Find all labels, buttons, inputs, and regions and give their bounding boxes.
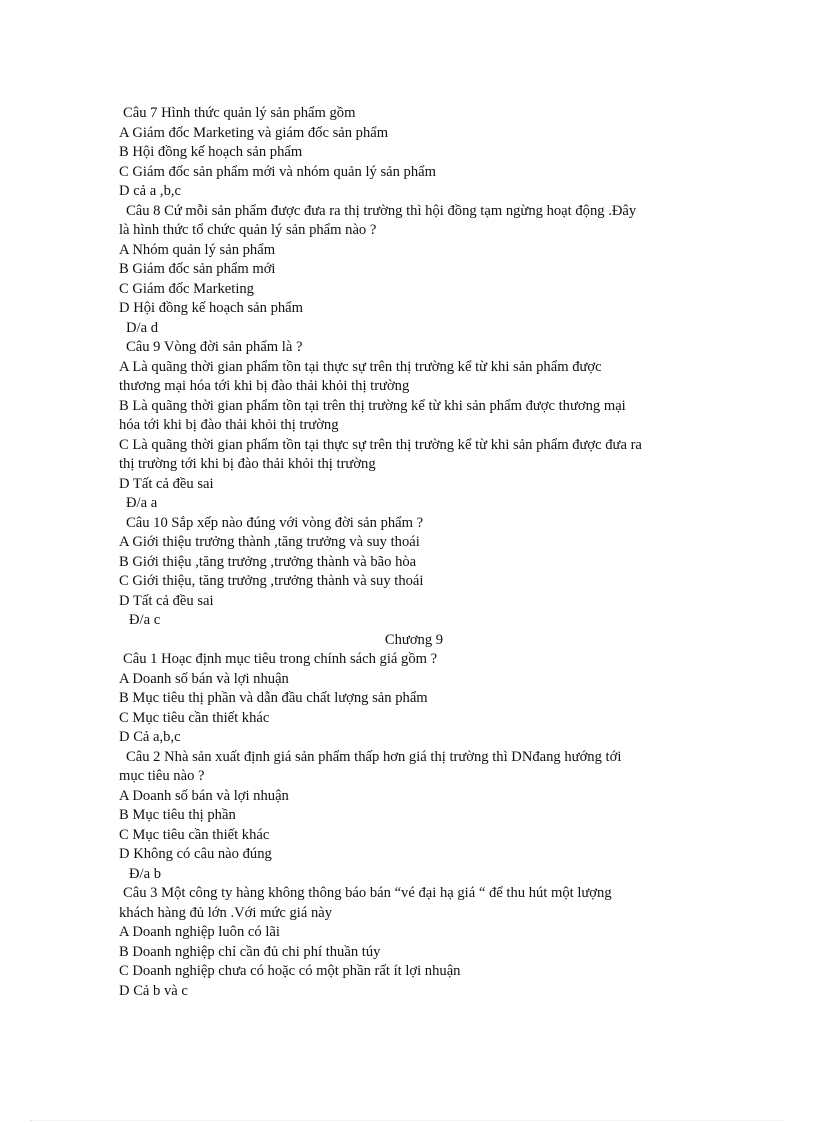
text-line: Câu 7 Hình thức quản lý sản phẩm gồm <box>123 105 356 121</box>
text-line: A Giới thiệu trưởng thành ,tăng trưởng và suy thoái <box>119 534 420 550</box>
text-line: Đ/a c <box>129 612 161 628</box>
text-line: D Tất cả đều sai <box>119 592 214 609</box>
document-body <box>119 104 709 1001</box>
chapter-heading: Chương 9 <box>384 631 444 648</box>
text-line: C Là quãng thời gian phẩm tồn tại thực sự trên thị trường kể từ khi sản phẩm được đưa ra <box>119 436 642 453</box>
text-line: B Giới thiệu ,tăng trưởng ,trưởng thành và bão hòa <box>119 553 417 570</box>
text-line: Đ/a b <box>129 865 162 882</box>
text-line: A Giám đốc Marketing và giám đốc sản phẩm <box>119 124 389 141</box>
text-line: A Là quãng thời gian phẩm tồn tại thực sự trên thị trường kể từ khi sản phẩm được <box>119 358 602 375</box>
text-line: mục tiêu nào ? <box>119 768 205 784</box>
text-line: C Giới thiệu, tăng trưởng ,trưởng thành và suy thoái <box>119 573 424 589</box>
text-line: C Mục tiêu cần thiết khác <box>119 826 270 843</box>
text-line: C Doanh nghiệp chưa có hoặc có một phần rất ít lợi nhuận <box>119 963 461 979</box>
text-line: Câu 10 Sắp xếp nào đúng với vòng đời sản phẩm ? <box>126 514 424 531</box>
text-line: D/a d <box>126 319 159 336</box>
text-line: hóa tới khi bị đào thải khỏi thị trường <box>119 417 339 433</box>
text-line: khách hàng đủ lớn .Với mức giá này <box>119 904 333 921</box>
text-line: Câu 3 Một công ty hàng không thông báo bán “vé đại hạ giá “ để thu hút một lượng <box>123 885 612 901</box>
text-line: D Hội đồng kế hoạch sản phẩm <box>119 300 304 316</box>
text-line: B Doanh nghiệp chỉ cần đủ chi phí thuần túy <box>119 943 381 960</box>
text-line: B Mục tiêu thị phần và dẫn đầu chất lượng sản phẩm <box>119 690 428 706</box>
text-line: D cả a ,b,c <box>119 183 181 199</box>
text-line: B Giám đốc sản phẩm mới <box>119 261 276 277</box>
text-line: Câu 1 Hoạc định mục tiêu trong chính sách giá gồm ? <box>123 651 438 667</box>
text-line: B Mục tiêu thị phần <box>119 807 236 823</box>
text-line: A Doanh số bán và lợi nhuận <box>119 670 289 687</box>
text-line: thương mại hóa tới khi bị đào thải khỏi thị trường <box>119 378 410 394</box>
text-line: C Mục tiêu cần thiết khác <box>119 709 270 726</box>
text-line: Câu 8 Cứ mỗi sản phẩm được đưa ra thị trường thì hội đồng tạm ngừng hoạt động .Đây <box>126 202 637 219</box>
page-footer-divider <box>30 1120 786 1121</box>
text-line: B Hội đồng kế hoạch sản phẩm <box>119 144 303 160</box>
text-line: Câu 9 Vòng đời sản phẩm là ? <box>126 339 303 355</box>
text-line: B Là quãng thời gian phẩm tồn tại trên thị trường kể từ khi sản phẩm được thương mại <box>119 397 626 414</box>
text-line: A Doanh số bán và lợi nhuận <box>119 787 289 804</box>
text-line: là hình thức tổ chức quản lý sản phẩm nào ? <box>119 222 377 238</box>
text-line: A Doanh nghiệp luôn có lãi <box>119 924 280 940</box>
text-line: D Không có câu nào đúng <box>119 846 272 862</box>
text-line: C Giám đốc Marketing <box>119 280 254 297</box>
text-line: Đ/a a <box>126 495 158 511</box>
text-line: D Cả b và c <box>119 982 188 999</box>
text-line: A Nhóm quản lý sản phẩm <box>119 241 276 258</box>
text-line: C Giám đốc sản phẩm mới và nhóm quản lý sản phẩm <box>119 163 436 180</box>
text-line: D Tất cả đều sai <box>119 475 214 492</box>
text-line: D Cả a,b,c <box>119 729 181 745</box>
text-line: thị trường tới khi bị đào thải khỏi thị trường <box>119 456 376 472</box>
text-line: Câu 2 Nhà sản xuất định giá sản phẩm thấp hơn giá thị trường thì DNđang hướng tới <box>126 748 622 765</box>
